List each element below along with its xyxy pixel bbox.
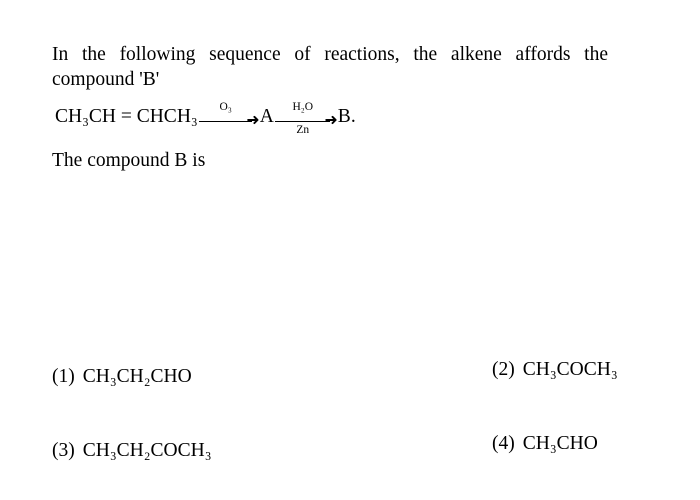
option-number: (3) xyxy=(52,440,75,461)
option-2[interactable] xyxy=(492,359,618,381)
option-3[interactable] xyxy=(52,440,212,462)
intermediate-label: A xyxy=(259,106,274,127)
arrow-1-reagent: O₃ xyxy=(219,101,232,113)
reaction-equation xyxy=(55,101,356,136)
reactant-formula: CH₃CH = CHCH₃ xyxy=(55,106,198,127)
arrow-head-icon: ➜ xyxy=(246,112,260,129)
option-text: CH₃COCH₃ xyxy=(522,359,618,380)
arrow-head-icon: ➜ xyxy=(324,112,338,129)
option-1[interactable] xyxy=(52,366,192,388)
arrow-2-reagent-above: H₂O xyxy=(292,101,314,113)
arrow-2-reagent-below: Zn xyxy=(296,124,310,136)
option-text: CH₃CH₂CHO xyxy=(82,366,192,387)
option-number: (2) xyxy=(492,359,515,380)
reaction-arrow-2 xyxy=(275,101,338,136)
product-label: B xyxy=(337,106,351,127)
option-4[interactable] xyxy=(492,433,598,455)
question-text: In the following sequence of reactions, the alkene affords the compound 'B' xyxy=(52,44,608,90)
reaction-arrow-1 xyxy=(199,101,260,129)
question-stem: The compound B is xyxy=(52,150,206,171)
option-number: (1) xyxy=(52,366,75,387)
option-text: CH₃CHO xyxy=(522,433,598,454)
option-number: (4) xyxy=(492,433,515,454)
option-text: CH₃CH₂COCH₃ xyxy=(82,440,212,461)
end-punctuation: . xyxy=(350,106,356,127)
